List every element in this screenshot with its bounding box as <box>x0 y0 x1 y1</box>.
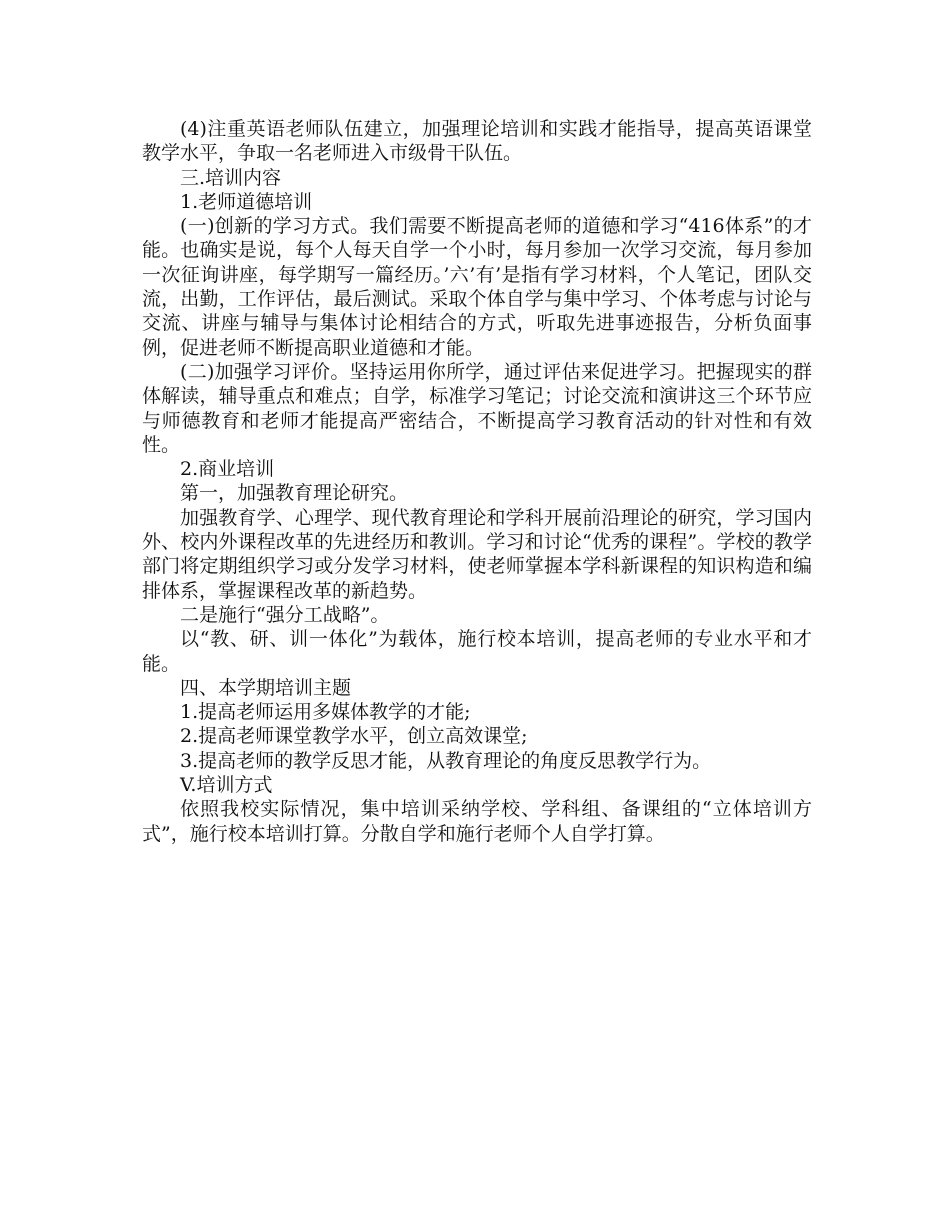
paragraph-learning-method: (一)创新的学习方式。我们需要不断提高老师的道德和学习“416体系”的才能。也确实是说，每个人每天自学一个小时，每月参加一次学习交流，每月参加一次征询讲座，每学期写一篇经历。’六’有’是指有学习材料，个人笔记，团队交流，出勤，工作评估，最后测试。采取个体自学与集中学习、个体考虑与讨论与交流、讲座与辅导与集体讨论相结合的方式，听取先进事迹报告，分析负面事例，促进老师不断提高职业道德和才能。 <box>142 215 812 359</box>
paragraph-strategy-title: 二是施行“强分工战略”。 <box>180 603 390 626</box>
list-item-theme-1: 1.提高老师运用多媒体教学的才能; <box>180 701 471 724</box>
heading-training-content: 三.培训内容 <box>180 166 282 189</box>
heading-semester-themes: 四、本学期培训主题 <box>180 676 352 699</box>
list-item-theme-2: 2.提高老师课堂教学水平，创立高效课堂; <box>180 725 528 748</box>
paragraph-school-based-training: 以“教、研、训一体化”为载体，施行校本培训，提高老师的专业水平和才能。 <box>142 628 812 675</box>
heading-training-method: V.培训方式 <box>180 774 273 797</box>
paragraph-english-teachers: (4)注重英语老师队伍建立，加强理论培训和实践才能指导，提高英语课堂教学水平，争取一名老师进入市级骨干队伍。 <box>142 118 812 165</box>
list-item-theme-3: 3.提高老师的教学反思才能，从教育理论的角度反思教学行为。 <box>180 749 712 772</box>
paragraph-training-method: 依照我校实际情况，集中培训采纳学校、学科组、备课组的“立体培训方式”，施行校本培训打算。分散自学和施行老师个人自学打算。 <box>142 798 812 845</box>
paragraph-theory-research: 加强教育学、心理学、现代教育理论和学科开展前沿理论的研究，学习国内外、校内外课程改革的先进经历和教训。学习和讨论“优秀的课程”。学校的教学部门将定期组织学习或分发学习材料，使老师掌握本学科新课程的知识构造和编排体系，掌握课程改革的新趋势。 <box>142 506 812 602</box>
heading-business-training: 2.商业培训 <box>180 458 275 481</box>
heading-moral-training: 1.老师道德培训 <box>180 190 313 213</box>
paragraph-learning-evaluation: (二)加强学习评价。坚持运用你所学，通过评估来促进学习。把握现实的群体解读，辅导重点和难点；自学，标准学习笔记；讨论交流和演讲这三个环节应与师德教育和老师才能提高严密结合，不断提高学习教育活动的针对性和有效性。 <box>142 360 812 456</box>
document-body <box>142 117 812 846</box>
paragraph-theory-research-title: 第一，加强教育理论研究。 <box>180 482 409 505</box>
